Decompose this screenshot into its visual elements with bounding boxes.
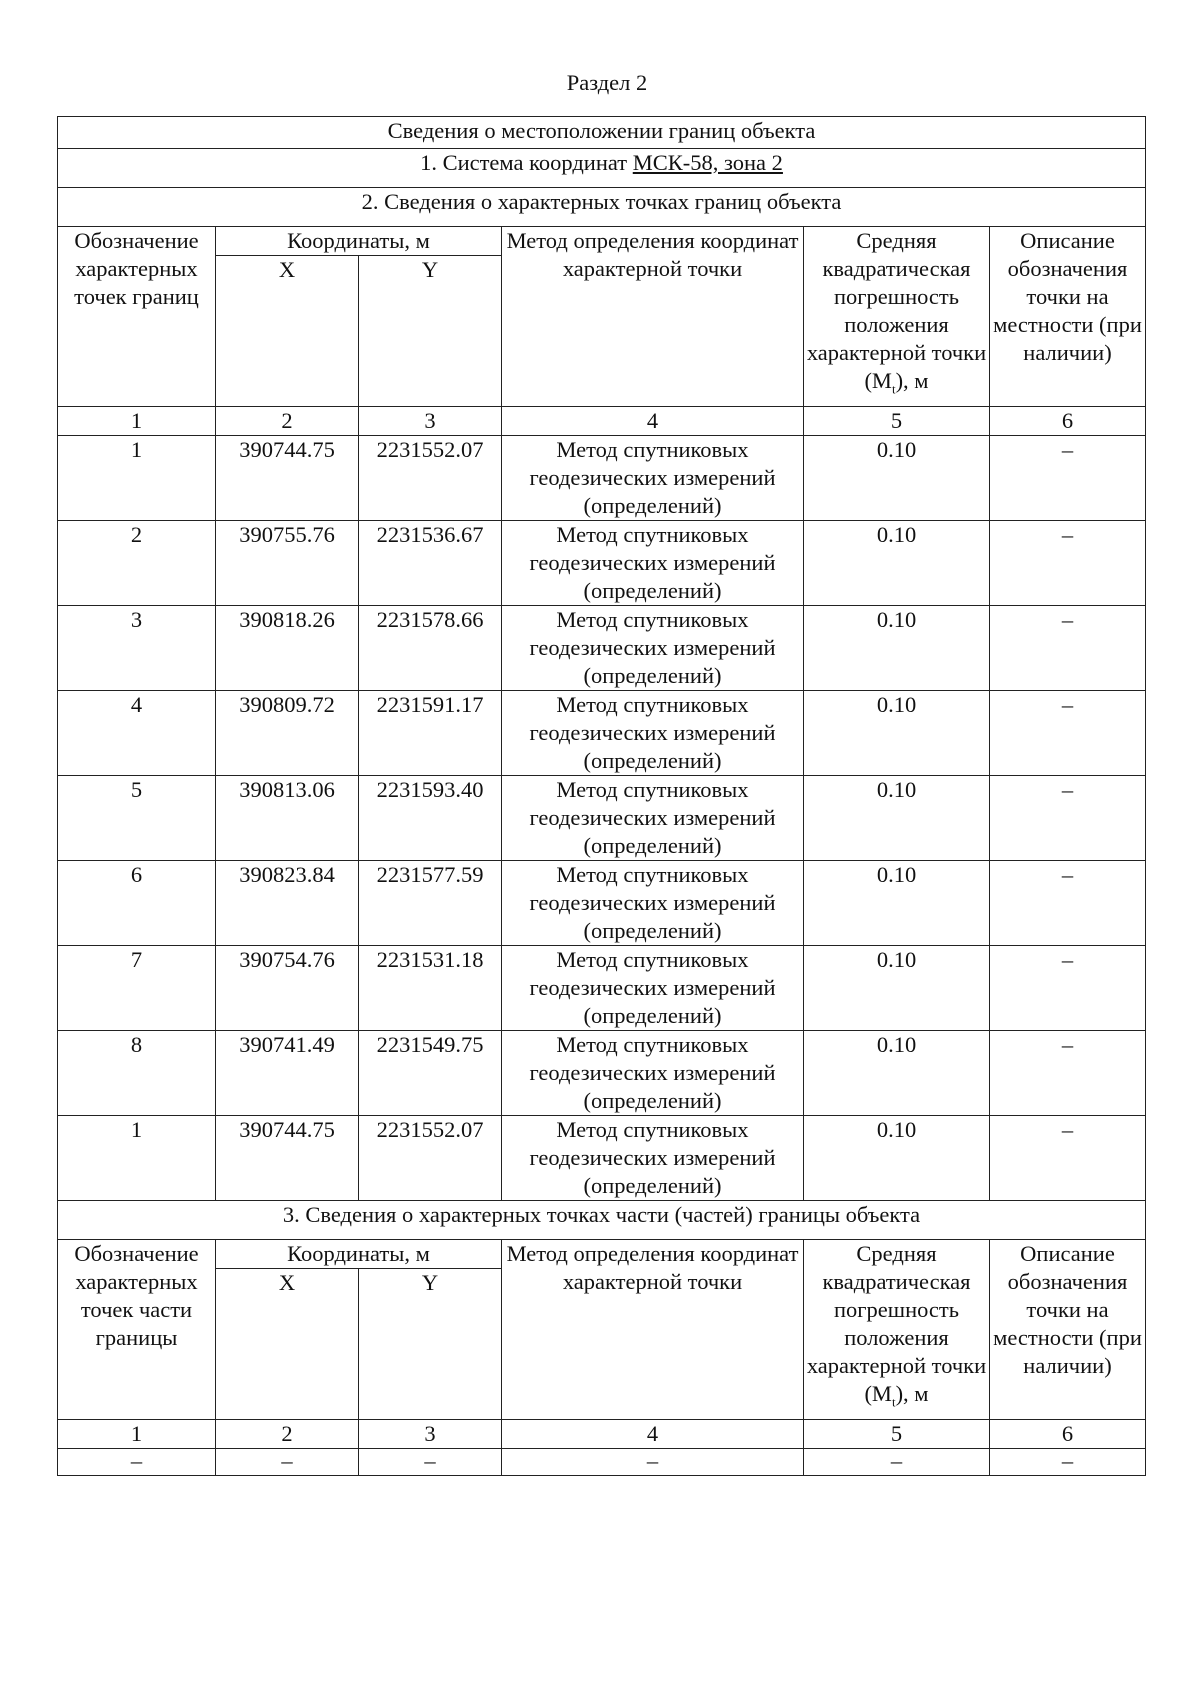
col-number: 5 <box>804 1420 990 1449</box>
table-row <box>58 776 1146 861</box>
col-number: 3 <box>359 407 502 436</box>
x-cell: 390741.49 <box>216 1031 359 1116</box>
accuracy-cell: 0.10 <box>804 1031 990 1116</box>
coord-system-value: МСК-58, зона 2 <box>632 150 783 175</box>
col-number: 6 <box>990 1420 1146 1449</box>
table-row <box>58 1116 1146 1201</box>
point-cell: 4 <box>58 691 216 776</box>
method-cell: Метод спутниковых геодезических измерений (определений) <box>502 521 804 606</box>
accuracy-cell: 0.10 <box>804 606 990 691</box>
y-cell: 2231593.40 <box>359 776 502 861</box>
header-y: Y <box>359 256 502 407</box>
point-cell: 8 <box>58 1031 216 1116</box>
part-header-accuracy-sub: t <box>891 1394 896 1410</box>
method-cell: Метод спутниковых геодезических измерений (определений) <box>502 436 804 521</box>
accuracy-cell: 0.10 <box>804 691 990 776</box>
col-number: 6 <box>990 407 1146 436</box>
description-cell: – <box>990 861 1146 946</box>
col-number: 2 <box>216 1420 359 1449</box>
part-column-number-row <box>58 1420 1146 1449</box>
y-cell: 2231531.18 <box>359 946 502 1031</box>
header-accuracy <box>804 227 990 407</box>
x-cell: 390754.76 <box>216 946 359 1031</box>
col-number: 4 <box>502 407 804 436</box>
accuracy-cell: 0.10 <box>804 861 990 946</box>
part-header-accuracy <box>804 1240 990 1420</box>
part-header-x: X <box>216 1269 359 1420</box>
description-cell: – <box>990 1031 1146 1116</box>
accuracy-cell: 0.10 <box>804 521 990 606</box>
y-cell: 2231578.66 <box>359 606 502 691</box>
description-cell: – <box>990 776 1146 861</box>
header-accuracy-text: Средняя квадратическая погрешность положения характерной точки (M <box>806 228 987 393</box>
x-cell: 390823.84 <box>216 861 359 946</box>
method-cell: Метод спутниковых геодезических измерений (определений) <box>502 861 804 946</box>
y-cell: 2231536.67 <box>359 521 502 606</box>
description-cell: – <box>990 606 1146 691</box>
part-header-accuracy-unit: ), м <box>895 1381 929 1406</box>
header-accuracy-unit: ), м <box>895 368 929 393</box>
part-header-coords: Координаты, м <box>216 1240 502 1269</box>
point-cell: 2 <box>58 521 216 606</box>
part-header-y: Y <box>359 1269 502 1420</box>
part-header-accuracy-text: Средняя квадратическая погрешность положения характерной точки (M <box>806 1241 987 1406</box>
part-header-point-label: Обозначение характерных точек части границы <box>58 1240 216 1420</box>
col-number: 1 <box>58 407 216 436</box>
table-row <box>58 1031 1146 1116</box>
part-section-title: 3. Сведения о характерных точках части (частей) границы объекта <box>58 1201 1146 1240</box>
x-cell: 390809.72 <box>216 691 359 776</box>
header-coords: Координаты, м <box>216 227 502 256</box>
point-cell: 5 <box>58 776 216 861</box>
x-cell: 390744.75 <box>216 436 359 521</box>
accuracy-cell: 0.10 <box>804 946 990 1031</box>
description-cell: – <box>990 1116 1146 1201</box>
table-row <box>58 946 1146 1031</box>
part-header-description: Описание обозначения точки на местности (при наличии) <box>990 1240 1146 1420</box>
table-row <box>58 861 1146 946</box>
method-cell: Метод спутниковых геодезических измерений (определений) <box>502 606 804 691</box>
accuracy-cell: – <box>804 1449 990 1476</box>
part-table-row <box>58 1449 1146 1476</box>
description-cell: – <box>990 946 1146 1031</box>
method-cell: Метод спутниковых геодезических измерений (определений) <box>502 776 804 861</box>
y-cell: 2231591.17 <box>359 691 502 776</box>
table-row <box>58 521 1146 606</box>
col-number: 2 <box>216 407 359 436</box>
table-row <box>58 606 1146 691</box>
description-cell: – <box>990 1449 1146 1476</box>
header-point-label: Обозначение характерных точек границ <box>58 227 216 407</box>
accuracy-cell: 0.10 <box>804 436 990 521</box>
accuracy-cell: 0.10 <box>804 776 990 861</box>
description-cell: – <box>990 436 1146 521</box>
description-cell: – <box>990 691 1146 776</box>
table-row <box>58 436 1146 521</box>
col-number: 1 <box>58 1420 216 1449</box>
accuracy-cell: 0.10 <box>804 1116 990 1201</box>
description-cell: – <box>990 521 1146 606</box>
x-cell: 390818.26 <box>216 606 359 691</box>
method-cell: Метод спутниковых геодезических измерений (определений) <box>502 1031 804 1116</box>
y-cell: 2231552.07 <box>359 436 502 521</box>
x-cell: 390744.75 <box>216 1116 359 1201</box>
col-number: 3 <box>359 1420 502 1449</box>
header-method: Метод определения координат характерной точки <box>502 227 804 407</box>
method-cell: Метод спутниковых геодезических измерений (определений) <box>502 1116 804 1201</box>
coord-system-row <box>58 149 1146 188</box>
x-cell: 390813.06 <box>216 776 359 861</box>
header-x: X <box>216 256 359 407</box>
x-cell: 390755.76 <box>216 521 359 606</box>
method-cell: – <box>502 1449 804 1476</box>
part-header-method: Метод определения координат характерной точки <box>502 1240 804 1420</box>
point-cell: 1 <box>58 436 216 521</box>
y-cell: – <box>359 1449 502 1476</box>
method-cell: Метод спутниковых геодезических измерений (определений) <box>502 691 804 776</box>
points-section-title: 2. Сведения о характерных точках границ объекта <box>58 188 1146 227</box>
section-title: Раздел 2 <box>566 70 648 95</box>
point-cell: 7 <box>58 946 216 1031</box>
point-cell: 1 <box>58 1116 216 1201</box>
table-title: Сведения о местоположении границ объекта <box>58 117 1146 149</box>
header-accuracy-sub: t <box>891 381 896 397</box>
col-number: 4 <box>502 1420 804 1449</box>
x-cell: – <box>216 1449 359 1476</box>
point-cell: 6 <box>58 861 216 946</box>
column-number-row <box>58 407 1146 436</box>
y-cell: 2231577.59 <box>359 861 502 946</box>
col-number: 5 <box>804 407 990 436</box>
header-description: Описание обозначения точки на местности (при наличии) <box>990 227 1146 407</box>
y-cell: 2231552.07 <box>359 1116 502 1201</box>
y-cell: 2231549.75 <box>359 1031 502 1116</box>
method-cell: Метод спутниковых геодезических измерений (определений) <box>502 946 804 1031</box>
table-row <box>58 691 1146 776</box>
coord-system-label: 1. Система координат <box>420 150 633 175</box>
boundary-table <box>57 116 1146 1476</box>
point-cell: – <box>58 1449 216 1476</box>
point-cell: 3 <box>58 606 216 691</box>
